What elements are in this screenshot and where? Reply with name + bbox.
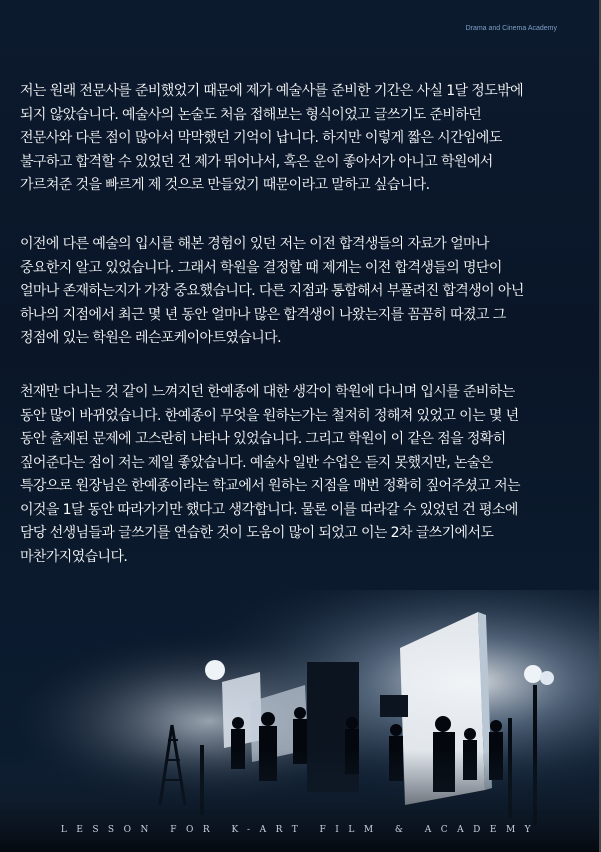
film-set-silhouette-image: [0, 590, 601, 852]
paragraph-1: 저는 원래 전문사를 준비했었기 때문에 제가 예술사를 준비한 기간은 사실 1달 정도밖에 되지 않았습니다. 예술사의 논술도 처음 접해보는 형식이었고 글쓰기도 준비하던 전문사와 다른 점이 많아서 막막했던 기억이 납니다. 하지만 이렇게 짧은 시간임에도 불구하고 합격할 수 있었던 건 제가 뛰어나서, 혹은 운이 좋아서가 아니고 학원에서 가르쳐준 것을 빠르게 제 것으로 만들었기 때문이라고 말하고 싶습니다.: [20, 83, 523, 193]
paragraph-2: 이전에 다른 예술의 입시를 해본 경험이 있던 저는 이전 합격생들의 자료가 얼마나 중요한지 알고 있었습니다. 그래서 학원을 결정할 때 제게는 이전 합격생들의 명단이 얼마나 존재하는지가 가장 중요했습니다. 다른 지점과 통합해서 부풀려진 합격생이 아닌 하나의 지점에서 최근 몇 년 동안 얼마나 많은 합격생이 나왔는지를 꼼꼼히 따졌고 그 정점에 있는 학원은 레슨포케이아트였습니다.: [20, 236, 524, 346]
footer-tagline: LESSON FOR K-ART FILM & ACADEMY: [60, 825, 541, 835]
academy-brand: [466, 24, 557, 33]
academy-subtitle: Drama and Cinema Academy: [465, 25, 557, 32]
paragraph-3: 천재만 다니는 것 같이 느껴지던 한예종에 대한 생각이 학원에 다니며 입시를 준비하는 동안 많이 바뀌었습니다. 한예종이 무엇을 원하는가는 철저히 정해져 있었고 이는 몇 년 동안 출제된 문제에 고스란히 나타나 있었습니다. 그리고 학원이 이 같은 점을 정확히 짚어준다는 점이 저는 제일 좋았습니다. 예술사 일반 수업은 듣지 못했지만, 논술은 특강으로 원장님은 한예종이라는 학교에서 원하는 지점을 매번 정확히 짚어주셨고 저는 이것을 1달 동안 따라가기만 했다고 생각합니다. 물론 이를 따라갈 수 있었던 건 평소에 담당 선생님들과 글쓰기를 연습한 것이 도움이 많이 되었고 이는 2차 글쓰기에서도 마찬가지였습니다.: [20, 384, 520, 565]
